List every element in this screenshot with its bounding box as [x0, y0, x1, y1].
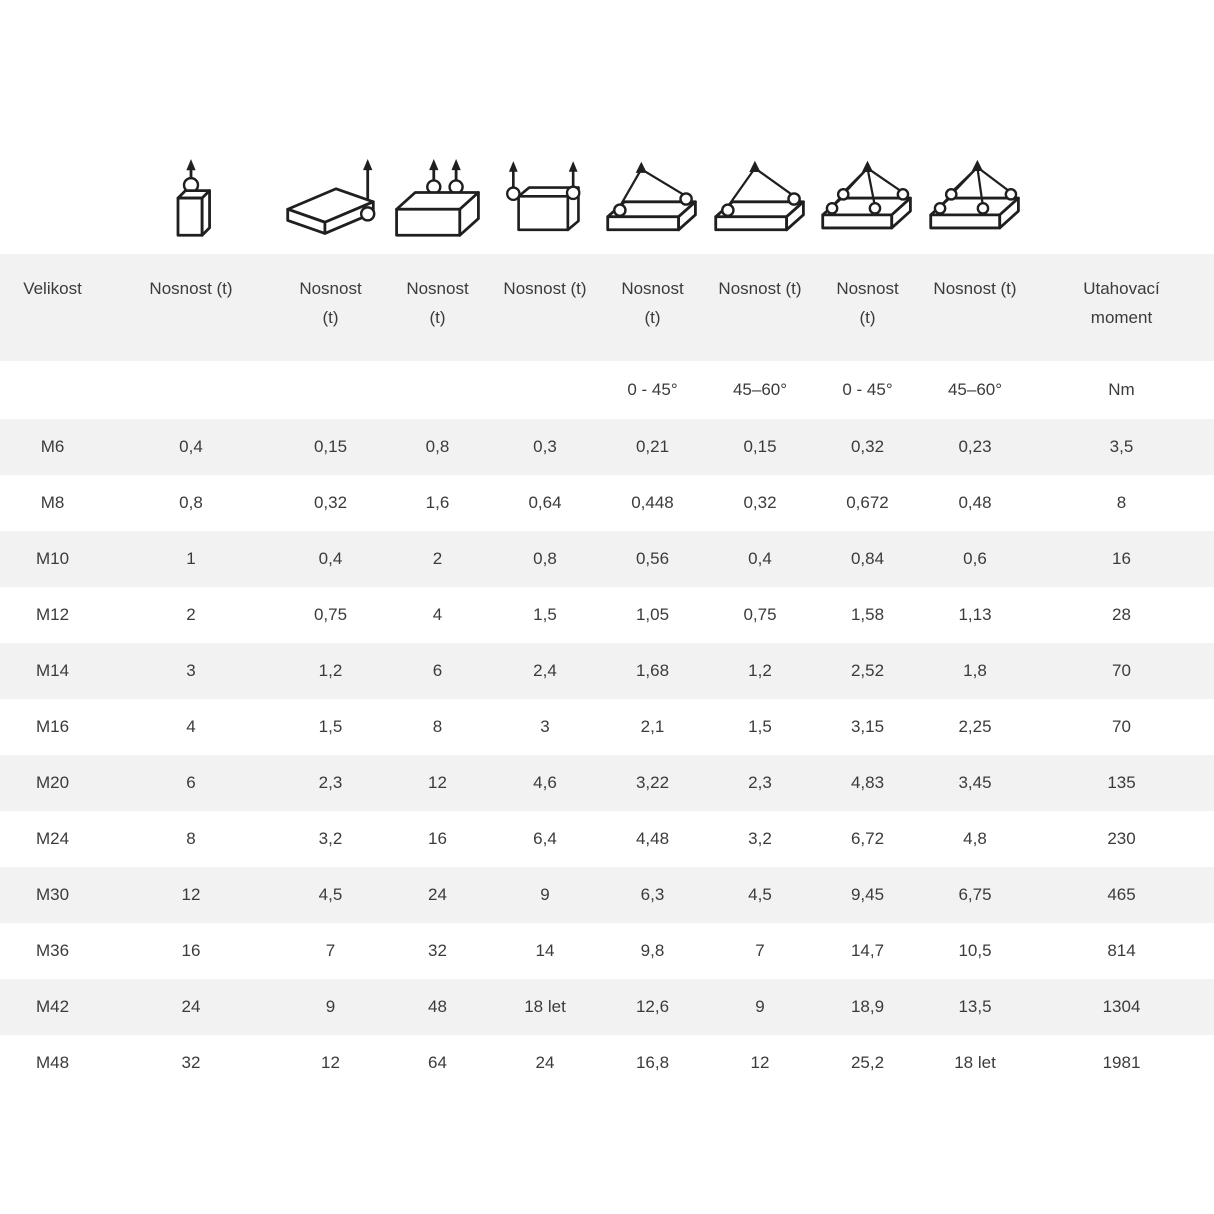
value-cell: 3,2 — [318, 829, 343, 848]
column-header-nosnost: Nosnost (t) — [921, 254, 1029, 361]
table-row — [0, 419, 1214, 475]
value-cell: 13,5 — [958, 997, 992, 1016]
value-cell: 3 — [540, 717, 550, 736]
column-header-velikost: Velikost — [0, 254, 105, 361]
value-cell: 16 — [1112, 549, 1131, 568]
value-cell: 8 — [432, 717, 443, 736]
value-cell: 2 — [186, 605, 196, 624]
value-cell: 814 — [1107, 941, 1136, 960]
value-cell: 2 — [432, 549, 443, 568]
value-cell: 1,13 — [958, 605, 992, 624]
eyebolt-capacity-table — [0, 152, 1214, 1091]
value-cell: 2,3 — [318, 773, 343, 792]
value-cell: 0,21 — [635, 437, 670, 456]
value-cell: 0,8 — [533, 549, 557, 568]
value-cell: 0,8 — [179, 493, 203, 512]
value-cell: 64 — [428, 1053, 447, 1072]
size-cell: M30 — [35, 885, 70, 904]
value-cell: 70 — [1112, 717, 1131, 736]
lift-config-cell — [384, 152, 491, 254]
value-cell: 7 — [325, 941, 336, 960]
size-cell: M8 — [40, 493, 65, 512]
value-cell: 1,5 — [533, 605, 557, 624]
size-cell: M20 — [35, 773, 70, 792]
value-cell: 12 — [428, 773, 447, 792]
value-cell: 3,45 — [958, 773, 992, 792]
subheader-row — [0, 361, 1214, 419]
table-row — [0, 475, 1214, 531]
value-cell: 0,32 — [313, 493, 348, 512]
table-body — [0, 419, 1214, 1091]
table-row — [0, 867, 1214, 923]
value-cell: 9,8 — [640, 941, 665, 960]
value-cell: 4,8 — [963, 829, 987, 848]
value-cell: 0,6 — [963, 549, 987, 568]
value-cell: 0,75 — [313, 605, 348, 624]
value-cell: 0,4 — [748, 549, 772, 568]
value-cell: 10,5 — [958, 941, 992, 960]
value-cell: 9,45 — [850, 885, 885, 904]
value-cell: 0,4 — [179, 437, 203, 456]
column-header-nosnost: Nosnost (t) — [706, 254, 814, 361]
lift-config-cell — [706, 152, 814, 254]
value-cell: 12 — [750, 1053, 770, 1072]
column-header-nosnost: Nosnost (t) — [599, 254, 706, 361]
value-cell: 0,32 — [850, 437, 885, 456]
size-cell: M16 — [35, 717, 70, 736]
subheader-cell — [491, 361, 599, 419]
value-cell: 1,58 — [850, 605, 885, 624]
size-cell: M36 — [35, 941, 70, 960]
table-row — [0, 531, 1214, 587]
value-cell: 4,48 — [635, 829, 670, 848]
value-cell: 2,4 — [533, 661, 557, 680]
value-cell: 6,75 — [958, 885, 992, 904]
subheader-cell — [105, 361, 277, 419]
lift-config-cell — [105, 152, 277, 254]
size-cell: M42 — [35, 997, 70, 1016]
table-row — [0, 587, 1214, 643]
value-cell: 1,2 — [318, 661, 343, 680]
table-row — [0, 755, 1214, 811]
value-cell: 3 — [186, 661, 196, 680]
value-cell: 0,23 — [958, 437, 992, 456]
sling-4leg-0-45-icon — [819, 157, 916, 241]
value-cell: 12,6 — [635, 997, 670, 1016]
value-cell: 6,72 — [850, 829, 885, 848]
column-header-nosnost: Nosnost (t) — [105, 254, 277, 361]
value-cell: 18 let — [954, 1053, 996, 1072]
table-row — [0, 699, 1214, 755]
value-cell: 1 — [186, 549, 196, 568]
value-cell: 0,4 — [318, 549, 343, 568]
value-cell: 32 — [428, 941, 447, 960]
subheader-unit-cell: Nm — [1029, 361, 1214, 419]
value-cell: 14,7 — [850, 941, 885, 960]
icon-spacer — [1029, 152, 1214, 254]
subheader-angle-cell: 0 - 45° — [814, 361, 921, 419]
value-cell: 2,3 — [748, 773, 772, 792]
icon-row — [0, 152, 1214, 254]
value-cell: 1,5 — [748, 717, 772, 736]
lift-config-cell — [921, 152, 1029, 254]
value-cell: 70 — [1112, 661, 1131, 680]
size-cell: M48 — [35, 1053, 70, 1072]
value-cell: 0,84 — [850, 549, 885, 568]
value-cell: 24 — [181, 997, 201, 1016]
sling-2leg-0-45-icon — [604, 157, 701, 241]
value-cell: 3,22 — [635, 773, 670, 792]
value-cell: 135 — [1107, 773, 1136, 792]
table-row — [0, 1035, 1214, 1091]
value-cell: 0,672 — [846, 493, 889, 512]
column-header-nosnost: Nosnost (t) — [384, 254, 491, 361]
value-cell: 0,56 — [635, 549, 670, 568]
value-cell: 4 — [186, 717, 196, 736]
value-cell: 1304 — [1102, 997, 1141, 1016]
eyebolt-side-single-icon — [284, 157, 377, 241]
size-cell: M12 — [35, 605, 70, 624]
value-cell: 48 — [428, 997, 447, 1016]
value-cell: 24 — [535, 1053, 555, 1072]
eyebolt-axial-single-icon — [165, 157, 217, 241]
value-cell: 7 — [755, 941, 765, 960]
size-cell: M24 — [35, 829, 70, 848]
value-cell: 3,15 — [850, 717, 885, 736]
value-cell: 1,68 — [635, 661, 670, 680]
lift-config-cell — [814, 152, 921, 254]
value-cell: 1,6 — [425, 493, 450, 512]
value-cell: 4,6 — [533, 773, 557, 792]
subheader-angle-cell: 45–60° — [921, 361, 1029, 419]
value-cell: 28 — [1112, 605, 1131, 624]
value-cell: 25,2 — [850, 1053, 885, 1072]
subheader-cell — [0, 361, 105, 419]
value-cell: 0,32 — [743, 493, 777, 512]
icon-spacer — [0, 152, 105, 254]
sling-2leg-45-60-icon — [712, 157, 809, 241]
value-cell: 2,25 — [958, 717, 992, 736]
column-header-nosnost: Nosnost (t) — [491, 254, 599, 361]
value-cell: 6,3 — [640, 885, 665, 904]
value-cell: 18,9 — [850, 997, 885, 1016]
eyebolt-side-pair-icon — [501, 157, 589, 241]
value-cell: 16 — [428, 829, 447, 848]
table-row — [0, 923, 1214, 979]
value-cell: 24 — [428, 885, 447, 904]
column-header-nosnost: Nosnost (t) — [814, 254, 921, 361]
sling-4leg-45-60-icon — [927, 157, 1024, 241]
table-row — [0, 979, 1214, 1035]
value-cell: 16,8 — [635, 1053, 670, 1072]
value-cell: 1981 — [1102, 1053, 1141, 1072]
size-cell: M6 — [40, 437, 65, 456]
eyebolt-axial-pair-icon — [391, 157, 484, 241]
table-row — [0, 643, 1214, 699]
value-cell: 4,83 — [850, 773, 885, 792]
value-cell: 0,15 — [313, 437, 348, 456]
value-cell: 4,5 — [318, 885, 343, 904]
lift-config-cell — [599, 152, 706, 254]
value-cell: 1,8 — [963, 661, 987, 680]
value-cell: 6 — [432, 661, 443, 680]
value-cell: 6,4 — [533, 829, 557, 848]
value-cell: 14 — [535, 941, 555, 960]
value-cell: 0,75 — [743, 605, 777, 624]
value-cell: 2,52 — [850, 661, 885, 680]
value-cell: 8 — [186, 829, 196, 848]
subheader-cell — [277, 361, 384, 419]
value-cell: 9 — [755, 997, 765, 1016]
size-cell: M10 — [35, 549, 70, 568]
value-cell: 0,64 — [528, 493, 562, 512]
subheader-angle-cell: 0 - 45° — [599, 361, 706, 419]
header-row — [0, 254, 1214, 361]
value-cell: 8 — [1116, 493, 1127, 512]
value-cell: 4 — [432, 605, 443, 624]
subheader-angle-cell: 45–60° — [706, 361, 814, 419]
subheader-cell — [384, 361, 491, 419]
value-cell: 465 — [1107, 885, 1136, 904]
value-cell: 0,15 — [743, 437, 777, 456]
value-cell: 18 let — [524, 997, 566, 1016]
value-cell: 9 — [540, 885, 550, 904]
value-cell: 2,1 — [640, 717, 665, 736]
value-cell: 6 — [186, 773, 196, 792]
value-cell: 0,448 — [631, 493, 674, 512]
value-cell: 230 — [1107, 829, 1136, 848]
value-cell: 16 — [181, 941, 201, 960]
lift-config-cell — [277, 152, 384, 254]
column-header-nosnost: Nosnost (t) — [277, 254, 384, 361]
table-row — [0, 811, 1214, 867]
value-cell: 0,3 — [533, 437, 557, 456]
value-cell: 1,2 — [748, 661, 772, 680]
value-cell: 0,8 — [425, 437, 450, 456]
value-cell: 0,48 — [958, 493, 992, 512]
value-cell: 3,2 — [748, 829, 772, 848]
value-cell: 12 — [321, 1053, 340, 1072]
value-cell: 4,5 — [748, 885, 772, 904]
value-cell: 12 — [181, 885, 201, 904]
value-cell: 9 — [325, 997, 336, 1016]
value-cell: 32 — [181, 1053, 201, 1072]
value-cell: 1,5 — [318, 717, 343, 736]
value-cell: 1,05 — [635, 605, 670, 624]
value-cell: 3,5 — [1109, 437, 1134, 456]
column-header-utahovaci-moment: Utahovací moment — [1029, 254, 1214, 361]
lift-config-cell — [491, 152, 599, 254]
size-cell: M14 — [35, 661, 70, 680]
